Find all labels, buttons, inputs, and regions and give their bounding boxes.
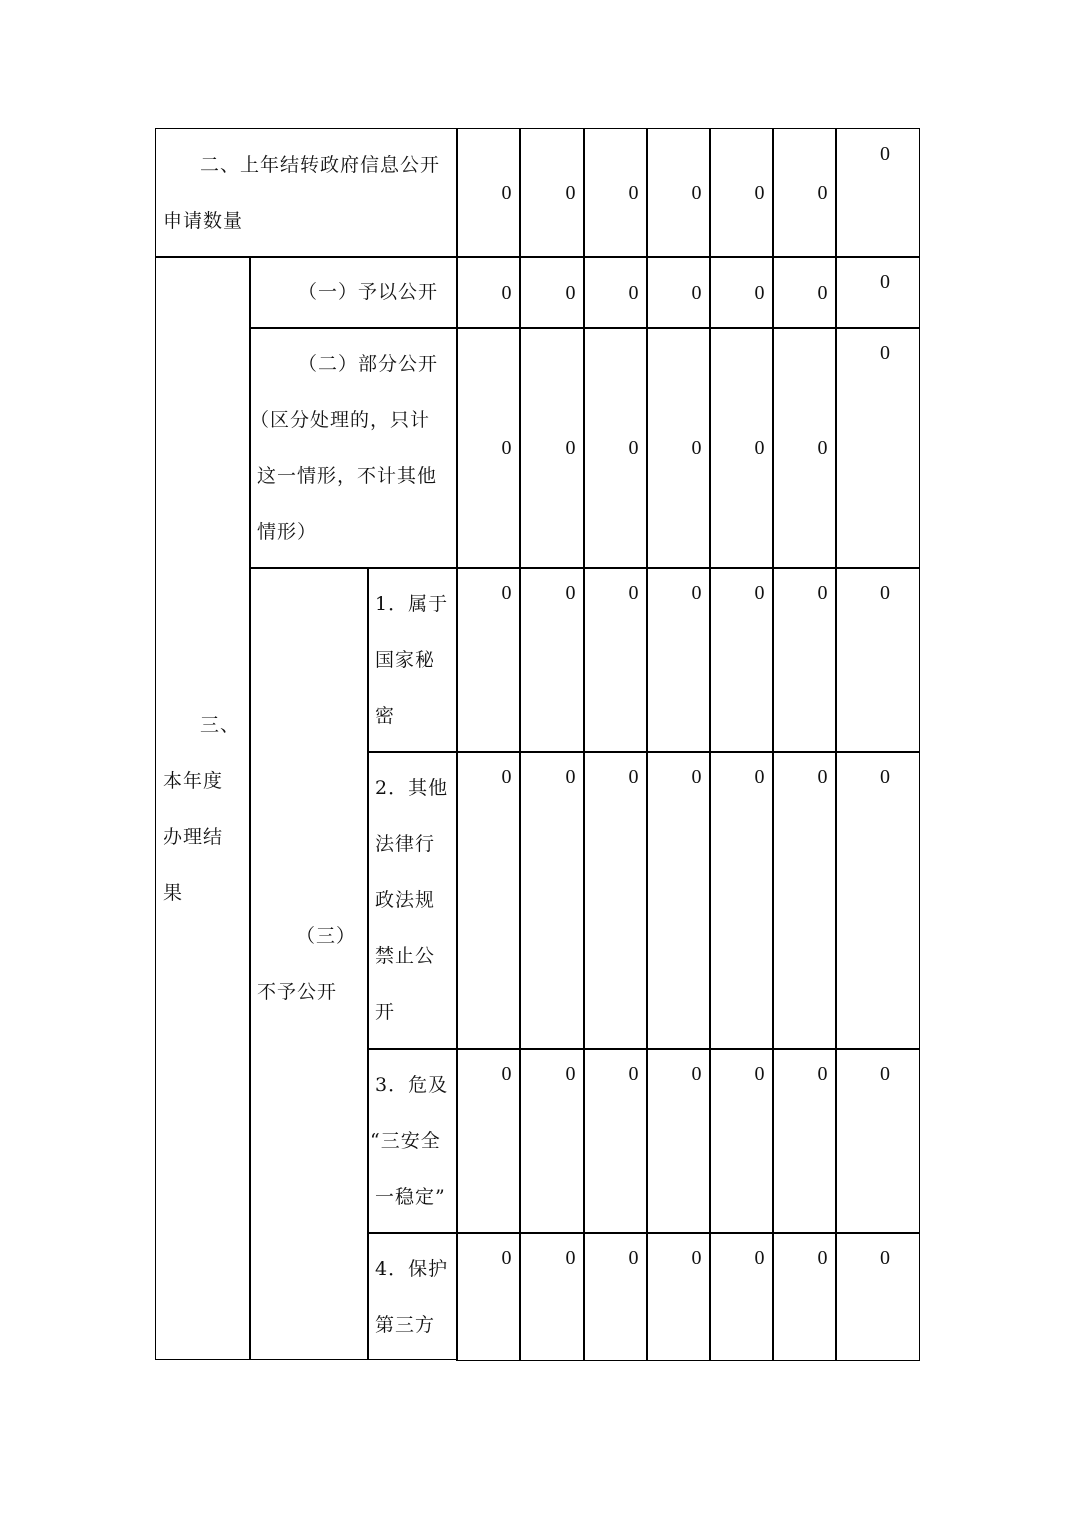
partial-value: 0 (565, 437, 576, 459)
thirdparty-value: 0 (817, 1247, 828, 1269)
secret-label-line3: 密 (375, 705, 396, 727)
partial-label-line3: 这一情形，不计其他 (257, 465, 438, 487)
thirdparty-value-cell (456, 1232, 521, 1361)
law-value: 0 (817, 766, 828, 788)
thirdparty-value-cell (646, 1232, 711, 1361)
law-value: 0 (691, 766, 702, 788)
stability-value-cell (772, 1048, 837, 1234)
law-label-line2: 法律行 (375, 833, 436, 855)
stability-value: 0 (565, 1063, 576, 1085)
carryover-value: 0 (501, 182, 512, 204)
law-label-line1: 2．其他 (375, 777, 449, 799)
partial-value: 0 (691, 437, 702, 459)
partial-value-cell (456, 327, 521, 569)
stability-value: 0 (628, 1063, 639, 1085)
secret-value-cell (456, 567, 521, 753)
thirdparty-value: 0 (691, 1247, 702, 1269)
thirdparty-value: 0 (565, 1247, 576, 1269)
law-label-cell (367, 751, 458, 1050)
carryover-value-cell (519, 128, 585, 258)
open-value-cell (835, 256, 920, 329)
carryover-value-cell (835, 128, 920, 258)
stability-value: 0 (691, 1063, 702, 1085)
law-value: 0 (628, 766, 639, 788)
section3-label-line3: 办理结 (163, 826, 224, 848)
thirdparty-value: 0 (880, 1247, 890, 1269)
stability-label-line3: 一稳定” (375, 1186, 446, 1208)
thirdparty-value-cell (835, 1232, 920, 1361)
thirdparty-value: 0 (501, 1247, 512, 1269)
partial-label-line2: （区分处理的，只计 (250, 409, 431, 431)
secret-value-cell (646, 567, 711, 753)
secret-label-cell (367, 567, 458, 753)
stability-label-line2: “三安全 (370, 1130, 441, 1152)
partial-value: 0 (628, 437, 639, 459)
open-value: 0 (691, 281, 702, 304)
stability-value: 0 (880, 1063, 890, 1085)
partial-value: 0 (501, 437, 512, 459)
open-value-cell (519, 256, 585, 329)
secret-value: 0 (628, 582, 639, 604)
carryover-value-cell (456, 128, 521, 258)
carryover-value: 0 (817, 182, 828, 204)
partial-value: 0 (880, 342, 890, 364)
open-value-cell (709, 256, 774, 329)
law-value-cell (519, 751, 585, 1050)
secret-value-cell (835, 567, 920, 753)
secret-value: 0 (565, 582, 576, 604)
carryover-value-cell (583, 128, 648, 258)
secret-value-cell (709, 567, 774, 753)
thirdparty-value-cell (583, 1232, 648, 1361)
secret-value-cell (772, 567, 837, 753)
thirdparty-value-cell (709, 1232, 774, 1361)
law-value: 0 (501, 766, 512, 788)
carryover-value: 0 (691, 182, 702, 204)
carryover-label-line1: 二、上年结转政府信息公开 (200, 154, 441, 176)
stability-value-cell (519, 1048, 585, 1234)
carryover-value: 0 (565, 182, 576, 204)
stability-value-cell (709, 1048, 774, 1234)
open-value: 0 (501, 281, 512, 304)
stability-value-cell (835, 1048, 920, 1234)
stability-label-line1: 3．危及 (375, 1074, 449, 1096)
carryover-value: 0 (628, 182, 639, 204)
open-value-cell (583, 256, 648, 329)
thirdparty-value: 0 (628, 1247, 639, 1269)
law-value-cell (583, 751, 648, 1050)
stability-value-cell (583, 1048, 648, 1234)
law-value: 0 (565, 766, 576, 788)
partial-value-cell (772, 327, 837, 569)
stability-label-cell (367, 1048, 458, 1234)
thirdparty-label-line2: 第三方 (375, 1314, 436, 1336)
secret-value-cell (583, 567, 648, 753)
secret-value: 0 (817, 582, 828, 604)
secret-value: 0 (501, 582, 512, 604)
partial-value-cell (519, 327, 585, 569)
partial-label-cell (249, 327, 458, 569)
open-value: 0 (880, 271, 890, 293)
open-value-cell (456, 256, 521, 329)
section3-label-line4: 果 (163, 882, 184, 904)
law-value-cell (646, 751, 711, 1050)
stability-value-cell (456, 1048, 521, 1234)
thirdparty-value-cell (519, 1232, 585, 1361)
open-label-cell (249, 256, 458, 329)
section3-label-cell (155, 256, 251, 1360)
partial-value: 0 (817, 437, 828, 459)
carryover-value: 0 (754, 182, 765, 204)
thirdparty-value-cell (772, 1232, 837, 1361)
secret-label-line2: 国家秘 (375, 649, 436, 671)
partial-value-cell (646, 327, 711, 569)
stability-value: 0 (817, 1063, 828, 1085)
open-label: （一）予以公开 (298, 281, 439, 303)
law-value-cell (835, 751, 920, 1050)
open-value: 0 (565, 281, 576, 304)
open-value-cell (772, 256, 837, 329)
open-value-cell (646, 256, 711, 329)
notopen-label-line2: 不予公开 (257, 981, 338, 1003)
law-value: 0 (880, 766, 890, 788)
notopen-label-line1: （三） (296, 925, 357, 947)
law-value-cell (456, 751, 521, 1050)
law-value-cell (772, 751, 837, 1050)
notopen-label-cell (249, 567, 369, 1360)
secret-value: 0 (691, 582, 702, 604)
secret-value: 0 (880, 582, 890, 604)
carryover-label-line2: 申请数量 (163, 210, 244, 232)
partial-value: 0 (754, 437, 765, 459)
stability-value: 0 (501, 1063, 512, 1085)
open-value: 0 (817, 281, 828, 304)
thirdparty-value: 0 (754, 1247, 765, 1269)
section3-label-line1: 三、 (200, 714, 241, 736)
open-value: 0 (754, 281, 765, 304)
law-label-line3: 政法规 (375, 889, 436, 911)
carryover-value-cell (709, 128, 774, 258)
thirdparty-label-line1: 4．保护 (375, 1258, 449, 1280)
carryover-label-cell (155, 128, 458, 258)
law-label-line4: 禁止公 (375, 945, 436, 967)
carryover-value-cell (646, 128, 711, 258)
partial-value-cell (709, 327, 774, 569)
law-label-line5: 开 (375, 1001, 396, 1023)
partial-label-line1: （二）部分公开 (298, 353, 439, 375)
partial-value-cell (835, 327, 920, 569)
secret-value: 0 (754, 582, 765, 604)
open-value: 0 (628, 281, 639, 304)
law-value-cell (709, 751, 774, 1050)
secret-label-line1: 1．属于 (375, 593, 449, 615)
partial-value-cell (583, 327, 648, 569)
partial-label-line4: 情形） (257, 521, 318, 543)
thirdparty-label-cell (367, 1232, 458, 1360)
carryover-value-cell (772, 128, 837, 258)
stability-value: 0 (754, 1063, 765, 1085)
section3-label-line2: 本年度 (163, 770, 224, 792)
secret-value-cell (519, 567, 585, 753)
stability-value-cell (646, 1048, 711, 1234)
carryover-value: 0 (880, 143, 890, 165)
law-value: 0 (754, 766, 765, 788)
